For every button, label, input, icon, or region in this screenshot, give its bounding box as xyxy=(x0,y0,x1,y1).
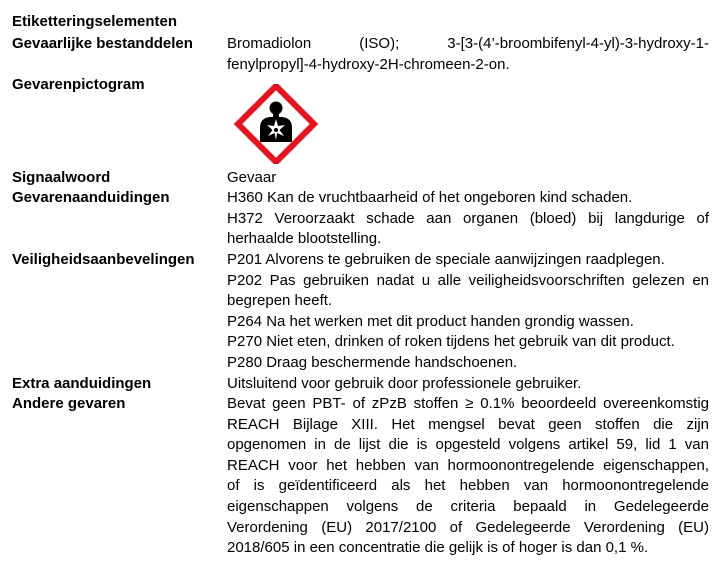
precautionary-statement-p280: P280 Draag beschermende handschoenen. xyxy=(227,353,518,371)
hazard-statement-h372: H372 Veroorzaakt schade aan organen (bloed) bij langdurige of xyxy=(227,209,709,227)
hazard-statement-h360: H360 Kan de vruchtbaarheid of het ongeboren kind schaden. xyxy=(227,189,633,206)
hazard-statement-h372-cont: herhaalde blootstelling. xyxy=(227,230,382,248)
extra-statements-value xyxy=(227,374,709,395)
precautionary-statements-label: Veiligheidsaanbevelingen xyxy=(12,251,195,268)
other-hazards-line: Bevat geen PBT- of zPzB stoffen ≥ 0.1% beoordeeld overeenkomstig xyxy=(227,395,709,412)
hazardous-components-line: fenylpropyl]-4-hydroxy-2H-chromeen-2-on. xyxy=(227,55,510,73)
other-hazards-value xyxy=(227,394,709,559)
signal-word-text: Gevaar xyxy=(227,169,277,186)
hazard-statements-label: Gevarenaanduidingen xyxy=(12,189,170,206)
extra-statements-label: Extra aanduidingen xyxy=(12,375,152,392)
precautionary-statement-p264: P264 Na het werken met dit product handen grondig wassen. xyxy=(227,312,634,330)
other-hazards-line: REACH voor het hebben van hormoonontregelende eigenschappen, xyxy=(227,456,709,474)
signal-word-label: Signaalwoord xyxy=(12,169,111,186)
other-hazards-label: Andere gevaren xyxy=(12,395,126,412)
hazardous-components-label: Gevaarlijke bestanddelen xyxy=(12,35,193,52)
health-hazard-icon xyxy=(230,84,322,164)
other-hazards-last-line: 2018/605 in een concentratie die gelijk is of hoger is dan 0,1 %. xyxy=(227,539,649,557)
precautionary-statement-p202: P202 Pas gebruiken nadat u alle veiligheidsvoorschriften gelezen en xyxy=(227,271,709,289)
pictogram-label: Gevarenpictogram xyxy=(12,76,145,93)
hazard-statements-value xyxy=(227,188,709,250)
other-hazards-line: Verordening (EU) 2017/2100 of Gedelegeerde Verordening (EU) xyxy=(227,518,709,536)
precautionary-statement-p201: P201 Alvorens te gebruiken de speciale aanwijzingen raadplegen. xyxy=(227,251,665,268)
other-hazards-line: opgenomen in de lijst die is opgesteld volgens artikel 59, lid 1 van xyxy=(227,436,709,454)
other-hazards-line: eigenschappen volgens de criteria bepaald in Gedelegeerde xyxy=(227,497,709,515)
precautionary-statement-p270: P270 Niet eten, drinken of roken tijdens het gebruik van dit product. xyxy=(227,333,675,351)
other-hazards-line: of is geïdentificeerd als het hebben van hormoonontregelende xyxy=(227,477,709,495)
signal-word-value xyxy=(227,168,709,189)
section-title: Etiketteringselementen xyxy=(12,13,178,30)
hazardous-components-line: Bromadiolon (ISO); 3-[3-(4’-broombifenyl-4-yl)-3-hydroxy-1- xyxy=(227,35,709,52)
precautionary-statements-value xyxy=(227,250,709,374)
hazardous-components-value xyxy=(227,34,709,75)
precautionary-statement-p202-cont: begrepen heeft. xyxy=(227,292,333,310)
other-hazards-line: REACH Bijlage XIII. Het mengsel bevat geen stoffen die zijn xyxy=(227,415,709,433)
extra-statements-text: Uitsluitend voor gebruik door professionele gebruiker. xyxy=(227,375,582,392)
